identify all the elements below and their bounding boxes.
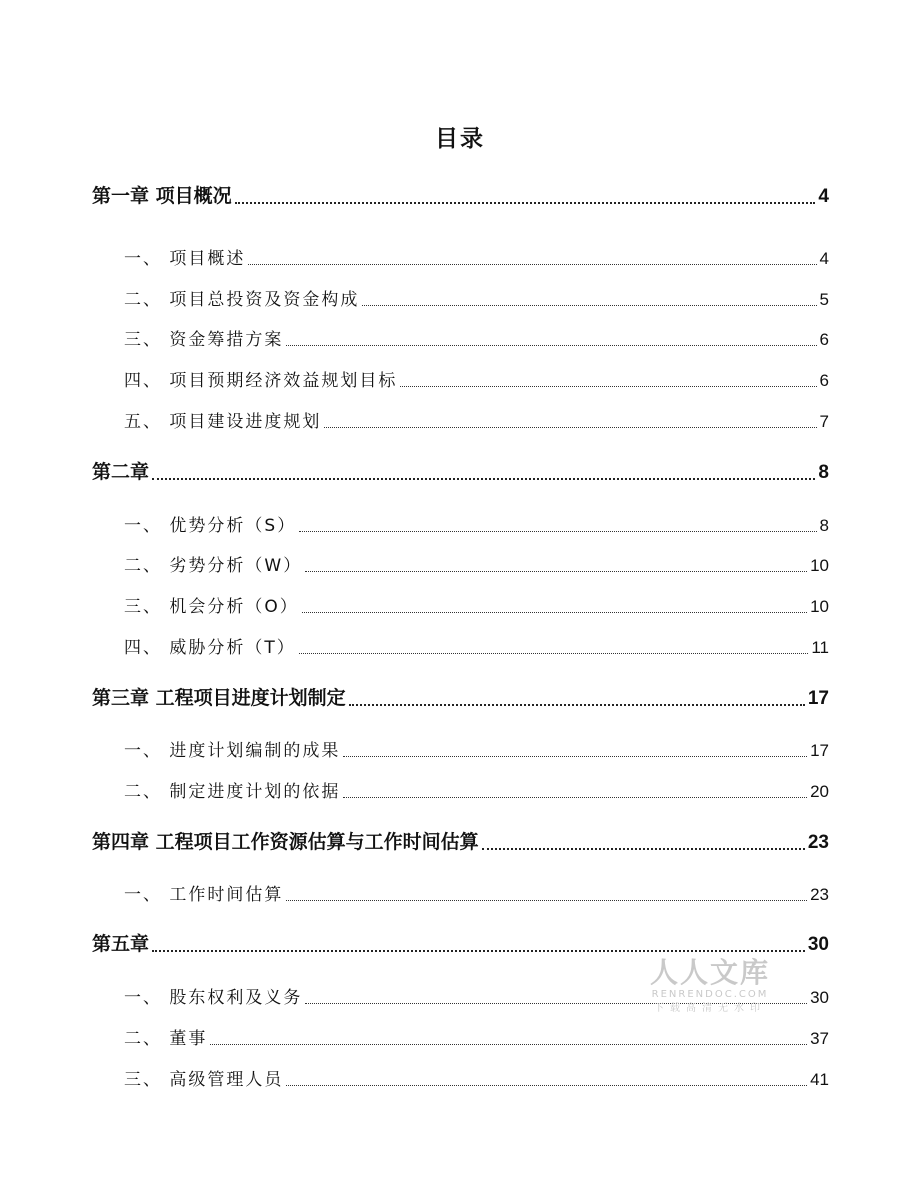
toc-entry-text: 四、 威胁分析（T） — [124, 638, 296, 658]
toc-section-3-1[interactable] — [124, 737, 829, 761]
toc-title: 目录 — [435, 126, 485, 152]
toc-page-number: 6 — [819, 330, 829, 349]
toc-page-number: 6 — [819, 371, 829, 390]
toc-page-number: 5 — [819, 290, 829, 309]
toc-entry-text: 一、 股东权利及义务 — [124, 988, 303, 1008]
toc-section-4-1[interactable] — [124, 881, 829, 905]
toc-entry-text: 一、 项目概述 — [124, 249, 246, 269]
toc-page-number: 23 — [810, 885, 829, 904]
toc-entry-text: 第四章 工程项目工作资源估算与工作时间估算 — [92, 831, 479, 853]
toc-dot-leader — [299, 652, 809, 654]
toc-dot-leader — [305, 570, 807, 572]
toc-entry-text: 四、 项目预期经济效益规划目标 — [124, 371, 398, 391]
toc-page-number: 17 — [810, 741, 829, 760]
toc-section-2-2[interactable] — [124, 552, 829, 576]
toc-page-number: 30 — [810, 988, 829, 1007]
toc-section-1-3[interactable] — [124, 326, 829, 350]
toc-dot-leader — [362, 304, 816, 306]
toc-section-3-2[interactable] — [124, 778, 829, 802]
toc-dot-leader — [286, 1084, 807, 1086]
toc-page-number: 7 — [819, 412, 829, 431]
toc-dot-leader — [324, 426, 816, 428]
watermark-name: 人人文库 — [649, 956, 770, 989]
toc-section-5-1[interactable] — [124, 984, 829, 1008]
toc-entry-text: 二、 制定进度计划的依据 — [124, 782, 341, 802]
toc-dot-leader — [210, 1043, 807, 1045]
toc-dot-leader — [343, 755, 807, 757]
toc-section-1-2[interactable] — [124, 286, 829, 310]
toc-dot-leader — [299, 530, 816, 532]
toc-page-number: 30 — [807, 934, 829, 955]
toc-page-number: 23 — [807, 832, 829, 853]
toc-entry-text: 五、 项目建设进度规划 — [124, 412, 322, 432]
toc-entry-text: 二、 董事 — [124, 1029, 208, 1049]
toc-page-number: 10 — [810, 556, 829, 575]
toc-dot-leader — [343, 796, 807, 798]
toc-dot-leader — [152, 477, 815, 480]
toc-chapter-3[interactable] — [92, 686, 829, 710]
toc-page-number: 10 — [810, 597, 829, 616]
toc-entry-text: 二、 劣势分析（W） — [124, 556, 303, 576]
toc-chapter-4[interactable] — [92, 830, 829, 854]
toc-dot-leader — [152, 949, 805, 952]
toc-page-number: 17 — [807, 688, 829, 709]
toc-page-number: 4 — [819, 249, 829, 268]
toc-entry-text: 第三章 工程项目进度计划制定 — [92, 687, 346, 709]
toc-page-number: 4 — [818, 186, 829, 207]
toc-entry-text: 一、 工作时间估算 — [124, 885, 284, 905]
toc-entry-text: 三、 资金筹措方案 — [124, 330, 284, 350]
toc-section-1-5[interactable] — [124, 408, 829, 432]
toc-entry-text: 三、 高级管理人员 — [124, 1070, 284, 1090]
toc-section-2-1[interactable] — [124, 512, 829, 536]
toc-section-2-4[interactable] — [124, 634, 829, 658]
toc-chapter-1[interactable] — [92, 184, 829, 208]
toc-entry-text: 一、 进度计划编制的成果 — [124, 741, 341, 761]
toc-dot-leader — [235, 201, 816, 204]
toc-dot-leader — [305, 1002, 807, 1004]
toc-page-number: 8 — [819, 516, 829, 535]
watermark-slogan: 下载高清无水印 — [654, 1003, 766, 1014]
toc-chapter-2[interactable] — [92, 460, 829, 484]
toc-page-number: 37 — [810, 1029, 829, 1048]
toc-chapter-5[interactable] — [92, 932, 829, 956]
toc-page-number: 11 — [811, 638, 829, 657]
toc-section-5-3[interactable] — [124, 1066, 829, 1090]
toc-page-number: 41 — [810, 1070, 829, 1089]
toc-entry-text: 第五章 — [92, 933, 150, 955]
toc-entry-text: 三、 机会分析（O） — [124, 597, 299, 617]
toc-page-number: 20 — [810, 782, 829, 801]
toc-entry-text: 一、 优势分析（S） — [124, 516, 297, 536]
toc-dot-leader — [400, 385, 816, 387]
toc-entry-text: 第一章 项目概况 — [92, 185, 232, 207]
toc-dot-leader — [349, 703, 805, 706]
toc-section-5-2[interactable] — [124, 1025, 829, 1049]
toc-dot-leader — [286, 344, 816, 346]
watermark-domain: RENRENDOC.COM — [651, 989, 769, 1000]
toc-entry-text: 第二章 — [92, 461, 150, 483]
toc-dot-leader — [286, 899, 807, 901]
toc-dot-leader — [482, 847, 805, 850]
toc-section-2-3[interactable] — [124, 593, 829, 617]
toc-dot-leader — [302, 611, 807, 613]
toc-section-1-4[interactable] — [124, 367, 829, 391]
toc-entry-text: 二、 项目总投资及资金构成 — [124, 290, 360, 310]
toc-page-number: 8 — [818, 462, 829, 483]
toc-dot-leader — [248, 263, 816, 265]
toc-section-1-1[interactable] — [124, 245, 829, 269]
